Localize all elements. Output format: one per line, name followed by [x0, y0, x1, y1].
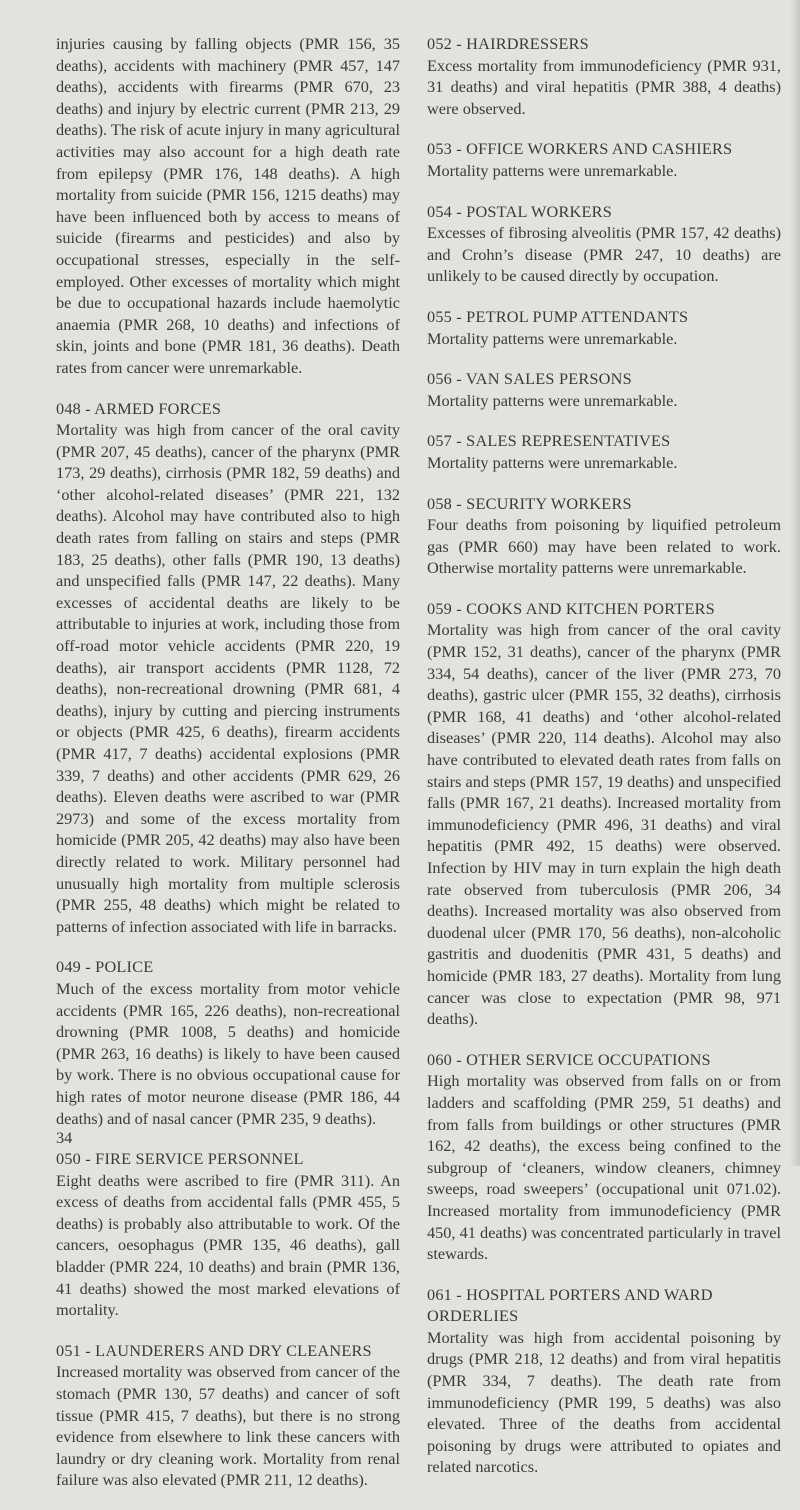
section-body: Increased mortality was observed from cancer of the stomach (PMR 130, 57 deaths) and cancer of soft tissue (PMR 415, 7 deaths), but there is no strong evidence from elsewhere to link these cancers with laundry or dry cleaning work. Mortality from renal failure was also elevated (PMR 211, 12 deaths). [56, 1362, 400, 1490]
section-049-police [56, 956, 400, 1129]
section-body: Excesses of fibrosing alveolitis (PMR 157, 42 deaths) and Crohn’s disease (PMR 247, 10 deaths) are unlikely to be caused directly by occupation. [427, 223, 781, 286]
section-heading: 055 - PETROL PUMP ATTENDANTS [427, 306, 689, 326]
left-column [56, 33, 400, 1510]
section-heading: 049 - POLICE [56, 957, 154, 977]
section-heading: 048 - ARMED FORCES [56, 398, 222, 418]
section-body: Mortality patterns were unremarkable. [427, 328, 678, 348]
section-052-hairdressers [427, 33, 781, 119]
section-heading: 058 - SECURITY WORKERS [427, 493, 632, 513]
section-body: Mortality was high from cancer of the oral cavity (PMR 207, 45 deaths), cancer of the pharynx (PMR 173, 29 deaths), cirrhosis (PMR 182, 59 deaths) and ‘other alcohol-related diseases’ (PMR 221, 132 deaths). Alcohol may have contributed also to high death rates from falling on stairs and steps (PMR 183, 25 deaths), other falls (PMR 190, 13 deaths) and unspecified falls (PMR 147, 22 deaths). Many excesses of accidental deaths are likely to be attributable to injuries at work, including those from off-road motor vehicle accidents (PMR 220, 19 deaths), air transport accidents (PMR 1128, 72 deaths), non-recreational drowning (PMR 681, 4 deaths), injury by cutting and piercing instruments or objects (PMR 425, 6 deaths), firearm accidents (PMR 417, 7 deaths) accidental explosions (PMR 339, 7 deaths) and other accidents (PMR 629, 26 deaths). Eleven deaths were ascribed to war (PMR 2973) and some of the excess mortality from homicide (PMR 205, 42 deaths) may also have been directly related to work. Military personnel had unusually high mortality from multiple sclerosis (PMR 255, 48 deaths) which might be related to patterns of infection associated with life in barracks. [56, 420, 400, 936]
page-number: 34 [56, 1128, 73, 1147]
section-heading: 059 - COOKS AND KITCHEN PORTERS [427, 598, 715, 618]
section-060-other-service [427, 1049, 781, 1265]
section-body: Mortality patterns were unremarkable. [427, 452, 678, 472]
section-body: Excess mortality from immunodeficiency (PMR 931, 31 deaths) and viral hepatitis (PMR 388, 4 deaths) were observed. [427, 55, 781, 118]
section-body: Mortality patterns were unremarkable. [427, 160, 678, 180]
section-body: Eight deaths were ascribed to fire (PMR 311). An excess of deaths from accidental falls (PMR 455, 5 deaths) is probably also attributable to work. Of the cancers, oesophagus (PMR 135, 46 deaths), gall bladder (PMR 224, 10 deaths) and brain (PMR 136, 41 deaths) showed the most marked elevations of mortality. [56, 1170, 400, 1320]
section-058-security-workers [427, 493, 781, 579]
intro-paragraph: injuries causing by falling objects (PMR 156, 35 deaths), accidents with machinery (PMR 457, 147 deaths), accidents with firearms (PMR 670, 23 deaths) and injury by electric current (PMR 213, 29 deaths). The risk of acute injury in many agricultural activities may also account for a high death rate from epilepsy (PMR 176, 148 deaths). A high mortality from suicide (PMR 156, 1215 deaths) may have been influenced both by access to means of suicide (firearms and pesticides) and also by occupational stresses, especially in the self-employed. Other excesses of mortality which might be due to occupational hazards include haemolytic anaemia (PMR 268, 10 deaths) and infections of skin, joints and bone (PMR 181, 36 deaths). Death rates from cancer were unremarkable. [56, 34, 400, 377]
section-body: Mortality was high from accidental poisoning by drugs (PMR 218, 12 deaths) and from viral hepatitis (PMR 334, 7 deaths). The death rate from immunodeficiency (PMR 199, 5 deaths) was also elevated. Three of the deaths from accidental poisoning by drugs were attributed to opiates and related narcotics. [427, 1327, 781, 1477]
section-061-hospital-porters [427, 1284, 781, 1478]
section-heading: 061 - HOSPITAL PORTERS AND WARD ORDERLIES [427, 1284, 713, 1326]
section-048-armed-forces [56, 398, 400, 938]
section-heading: 050 - FIRE SERVICE PERSONNEL [56, 1149, 304, 1169]
section-054-postal-workers [427, 201, 781, 287]
section-055-petrol-pump [427, 306, 781, 349]
section-heading: 053 - OFFICE WORKERS AND CASHIERS [427, 139, 733, 159]
section-body: Much of the excess mortality from motor vehicle accidents (PMR 165, 226 deaths), non-recreational drowning (PMR 1008, 5 deaths) and homicide (PMR 263, 16 deaths) is likely to have been caused by work. There is no obvious occupational cause for high rates of motor neurone disease (PMR 186, 44 deaths) and of nasal cancer (PMR 235, 9 deaths). [56, 978, 400, 1128]
right-column [427, 33, 781, 1497]
section-051-launderers [56, 1340, 400, 1491]
section-050-fire-service [56, 1148, 400, 1321]
section-body: High mortality was observed from falls on or from ladders and scaffolding (PMR 259, 51 deaths) and from falls from buildings or other structures (PMR 162, 42 deaths), the excess being confined to the subgroup of ‘cleaners, window cleaners, chimney sweeps, road sweepers’ (occupational unit 071.02). Increased mortality from immunodeficiency (PMR 450, 41 deaths) was concentrated particularly in travel stewards. [427, 1071, 781, 1264]
page-edge-shadow [790, 0, 800, 1166]
section-heading: 051 - LAUNDERERS AND DRY CLEANERS [56, 1340, 372, 1360]
section-heading: 054 - POSTAL WORKERS [427, 201, 612, 221]
section-body: Mortality was high from cancer of the oral cavity (PMR 152, 31 deaths), cancer of the pharynx (PMR 334, 54 deaths), cancer of the liver (PMR 273, 70 deaths), gastric ulcer (PMR 155, 32 deaths), cirrhosis (PMR 168, 41 deaths) and ‘other alcohol-related diseases’ (PMR 220, 114 deaths). Alcohol may also have contributed to elevated death rates from falls on stairs and steps (PMR 157, 19 deaths) and unspecified falls (PMR 167, 21 deaths). Increased mortality from immunodeficiency (PMR 496, 31 deaths) and viral hepatitis (PMR 492, 15 deaths) were observed. Infection by HIV may in turn explain the high death rate observed from tuberculosis (PMR 206, 34 deaths). Increased mortality was also observed from duodenal ulcer (PMR 170, 56 deaths), non-alcoholic gastritis and duodenitis (PMR 431, 5 deaths) and homicide (PMR 183, 27 deaths). Mortality from lung cancer was close to expectation (PMR 98, 971 deaths). [427, 620, 781, 1029]
section-heading: 060 - OTHER SERVICE OCCUPATIONS [427, 1049, 711, 1069]
section-057-sales-representatives [427, 430, 781, 473]
section-053-office-workers [427, 138, 781, 181]
section-heading: 057 - SALES REPRESENTATIVES [427, 431, 671, 451]
section-heading: 052 - HAIRDRESSERS [427, 34, 589, 53]
section-body: Four deaths from poisoning by liquified petroleum gas (PMR 660) may have been related to work. Otherwise mortality patterns were unremarkable. [427, 515, 781, 578]
section-059-cooks [427, 598, 781, 1030]
section-body: Mortality patterns were unremarkable. [427, 390, 678, 410]
section-heading: 056 - VAN SALES PERSONS [427, 369, 632, 389]
section-056-van-sales [427, 368, 781, 411]
